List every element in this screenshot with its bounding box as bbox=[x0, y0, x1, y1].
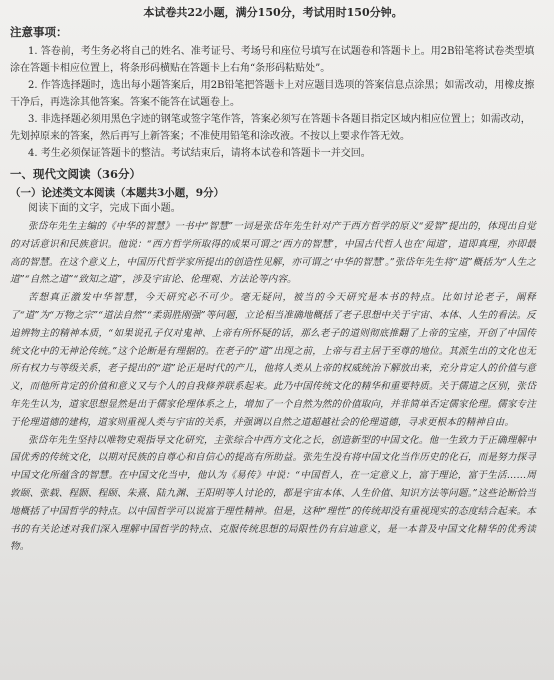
note-item-2: 2. 作答选择题时，选出每小题答案后，用2B铅笔把答题卡上对应题目选项的答案信息点涂黑；如需改动，用橡皮擦干净后，再选涂其他答案。答案不能答在试题卷上。 bbox=[10, 80, 535, 108]
note-item-3: 3. 非选择题必须用黑色字迹的钢笔或签字笔作答，答案必须写在答题卡各题目指定区域内相应位置上；如需改动，先划掉原来的答案，然后再写上新答案；不准使用铅笔和涂改液。不按以上要求作答无效。 bbox=[10, 114, 531, 142]
note-item-4: 4. 考生必须保证答题卡的整洁。考试结束后，请将本试卷和答题卡一并交回。 bbox=[28, 148, 371, 159]
section-title: 一、现代文阅读（36分） bbox=[10, 167, 142, 181]
passage-paragraph-1: 张岱年先生主编的《中华的智慧》一书中“智慧”一词是张岱年先生针对产于西方哲学的原义“爱智”提出的，体现出自觉的对话意识和民族意识。他说：“西方哲学所取得的成果可谓之‘西方的智慧’，中国古代哲人也在‘闻道’，道即真理，亦即最高的智慧。在这个意义上，中国历代哲学家所提出的创造性见解，亦可谓之‘中华的智慧’。”张岱年先生将“道”概括为“人生之道”“自然之道”“致知之道”，涉及宇宙论、伦理观、方法论等内容。 bbox=[10, 221, 536, 286]
subsection-title: （一）论述类文本阅读（本题共3小题，9分） bbox=[10, 187, 225, 199]
instruction: 阅读下面的文字，完成下面小题。 bbox=[28, 203, 181, 214]
exam-header: 本试卷共22小题，满分150分，考试用时150分钟。 bbox=[143, 6, 403, 19]
notes-title: 注意事项： bbox=[10, 25, 68, 39]
passage-paragraph-2: 苦想真正激发中华智慧，今天研究必不可少。毫无疑问，被当的今天研究是本书的特点。比如讨论老子，阐释了“道”为“万物之宗”“道法自然”“柔弱胜刚强”等问题，立论相当准确地概括了老子思想中关于宇宙、本体、人生的看法。反追辨物主的精神本质，“如果说孔子仅对鬼神、上帝有所怀疑的话，那么老子的道则彻底推翻了上帝的宝座，开创了中国传统文化中的无神论传统。”这个论断是有理据的。在老子的“道”出现之前，上帝与君主居于至尊的地位。其派生出的文化也无所有权力与等级关系，老子提出的“道”论正是时代的产儿，他将人类从上帝的权威统治下解放出来，充分肯定人的价值与意义，而他所肯定的价值和意义又与个人的自我修养联系起来。此乃中国传统文化的精华和重要特质。关于儒道之区别，张岱年先生认为，道家思想显然是出于儒家伦理体系之上，增加了一个自然为然的价值取向，并非简单否定儒家伦理。儒家专注于伦理道德的建构，道家则重视人类与宇宙的关系，并强调以自然之道超越社会的伦理道德，寻求更根本的精神自由。 bbox=[10, 292, 536, 428]
passage-paragraph-3: 张岱年先生坚持以唯物史观指导文化研究，主张综合中西方文化之长，创造新型的中国文化。他一生致力于正确理解中国优秀的传统文化，以期对民族的自尊心和自信心的提高有所助益。张先生没有将中国文化当作历史的化石，而是努力探寻中国文化所蕴含的智慧。在中国文化当中，他认为《易传》中说：“中国哲人，在一定意义上，富于理论，富于生活……周敦颐、张载、程颢、程颐、朱熹、陆九渊、王阳明等人讨论的，都是宇宙本体、人生价值、知识方法等问题。”这些论断恰当地概括了中国哲学的特点。以中国哲学可以说富于理性精神。但是，这种“理性”的传统却没有重视现实的态度结合起来。本书的有关论述对我们深入理解中国哲学的特点、克服传统思想的局限性仍有启迪意义，是一本普及中国文化精华的优秀读物。 bbox=[10, 434, 536, 553]
note-item-1: 1. 答卷前，考生务必将自己的姓名、准考证号、考场号和座位号填写在试题卷和答题卡上。用2B铅笔将试卷类型填涂在答题卡相应位置上，将条形码横贴在答题卡上右角“条形码粘贴处”。 bbox=[10, 46, 535, 74]
